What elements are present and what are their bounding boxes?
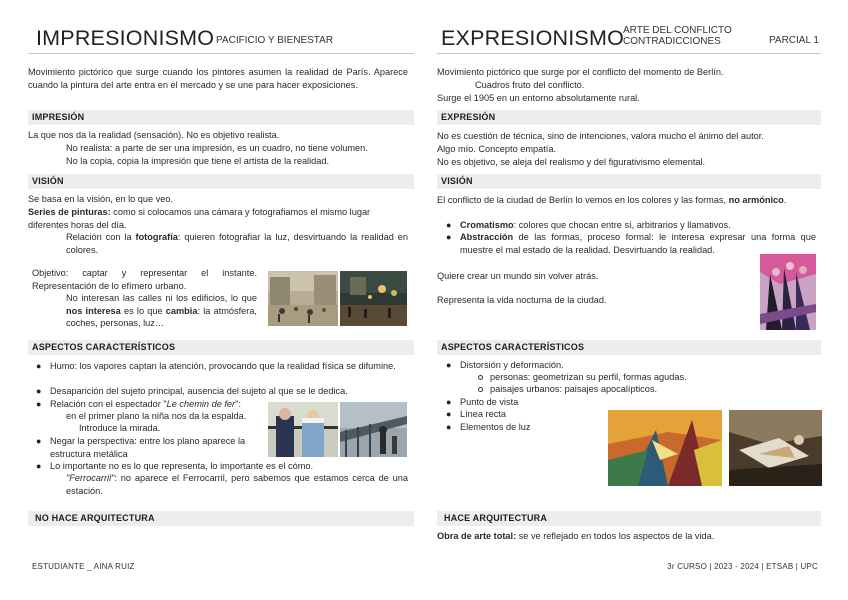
interes-rest: : la atmósfera, coches, personas, luz… (66, 305, 257, 328)
impresion-heading: IMPRESIÓN (28, 110, 414, 125)
vision-interes (66, 292, 257, 330)
aspecto-distorsion: Distorsión y deformación. (460, 360, 564, 370)
left-title-row (28, 24, 414, 54)
bullet-dot: ● (446, 409, 452, 419)
cromatismo-rest: : colores que chocan entre sí, arbitrarios y llamativos. (513, 220, 731, 230)
aspecto-ferrocarril (66, 472, 408, 497)
impresion-line1: La que nos da la realidad (sensación). No es objetivo realista. (28, 130, 280, 140)
foto-bold: fotografía (135, 232, 178, 242)
painting-night-boulevard (340, 271, 407, 326)
vision-line1-left: Se basa en la visión, en lo que veo. (28, 194, 174, 204)
aspecto-espectador (50, 398, 265, 411)
right-intro1: Movimiento pictórico que surge por el conflicto del momento de Berlín. (437, 67, 724, 77)
painting-chemin-de-fer (268, 402, 338, 457)
interes-bold2: cambia (165, 305, 198, 316)
aspecto-paisajes: paisajes urbanos: paisajes apocalípticos. (490, 384, 658, 394)
arquitectura-right (437, 511, 821, 526)
impresion-line3: No la copia, copia la impresión que tiene el artista de la realidad. (66, 156, 330, 166)
abstraccion-bold: Abstracción (460, 232, 514, 242)
espectador-italic: Le chemin de fer (166, 399, 236, 409)
vision-line1-pre: El conflicto de la ciudad de Berlín lo vemos en los colores y las formas, (437, 195, 729, 205)
bullet-dot: ● (36, 399, 42, 409)
expresion-line3: No es objetivo, se aleja del realismo y del figurativismo elemental. (437, 157, 706, 167)
aspecto-como: Lo importante no es lo que representa, lo importante es el cómo. (50, 461, 314, 471)
bullet-dot: ● (36, 386, 42, 396)
expresion-heading: EXPRESIÓN (437, 110, 821, 125)
painting-paris-street (268, 271, 338, 326)
right-subtitle (623, 25, 732, 47)
aspecto-espectador-l3: Introduce la mirada. (79, 423, 161, 433)
impresion-line2: No realista: a parte de ser una impresión, es un cuadro, no tiene volumen. (66, 143, 368, 153)
aspecto-luz: Elementos de luz (460, 422, 531, 432)
abstraccion-rest: de las formas, proceso formal: le interesa expresar una forma que muestre el mal estado de la realidad. Desvirtuando la realidad. (460, 232, 816, 255)
aspecto-desaparicion: Desaparición del sujeto principal, ausencia del sujeto al que se le dedica. (50, 386, 348, 396)
vision-heading-left: VISIÓN (28, 174, 414, 189)
right-subtitle-l2: CONTRADICCIONES (623, 36, 721, 47)
aspecto-espectador-l2: en el primer plano la niña nos da la espalda. (66, 411, 247, 421)
right-intro3: Surge el 1905 en un entorno absolutamente rural. (437, 93, 640, 103)
vision-heading-right: VISIÓN (437, 174, 821, 189)
right-title-row (437, 24, 821, 54)
painting-ferrocarril-bridge (340, 402, 407, 457)
interes-mid: es lo que (120, 305, 166, 316)
series-bold: Series de pinturas: (28, 207, 111, 217)
interes-pre: No interesan las calles ni los edificios, lo que (66, 293, 257, 303)
foto-rest: : quieren fotografiar la luz, desvirtuando la realidad en colores. (66, 232, 409, 255)
bullet-dot: ● (36, 436, 42, 446)
left-title: IMPRESIONISMO (36, 26, 215, 50)
bullet-dot: ● (446, 397, 452, 407)
right-subtitle-l1: ARTE DEL CONFLICTO (623, 25, 732, 36)
obra-rest: se ve reflejado en todos los aspectos de la vida. (516, 531, 715, 541)
series-rest: como si colocamos una cámara y fotografiamos el mismo lugar diferentes horas del día. (28, 207, 371, 230)
vision-mundo: Quiere crear un mundo sin volver atrás. (437, 271, 599, 281)
ferrocarril-italic: "Ferrocarril" (66, 473, 115, 483)
vision-cromatismo (460, 219, 816, 232)
hace-arquitectura-label: HACE ARQUITECTURA (444, 513, 548, 523)
bullet-dot: ● (446, 360, 452, 370)
arquitectura-left (28, 511, 414, 526)
expresion-line1: No es cuestión de técnica, sino de intenciones, valora mucho el ánimo del autor. (437, 131, 764, 141)
right-title: EXPRESIONISMO (441, 26, 624, 50)
aspectos-heading-right: ASPECTOS CARACTERÍSTICOS (437, 340, 821, 355)
aspecto-punto-vista: Punto de vista (460, 397, 519, 407)
aspecto-perspectiva: Negar la perspectiva: entre los plano aparece la estructura metálica (50, 436, 246, 459)
vision-nocturna: Representa la vida nocturna de la ciudad. (437, 295, 607, 305)
bullet-dot: ● (36, 361, 42, 371)
cromatismo-bold: Cromatismo (460, 220, 514, 230)
bullet-dot: ● (36, 461, 42, 471)
aspecto-linea-recta: Línea recta (460, 409, 506, 419)
left-subtitle: PACIFICIO Y BIENESTAR (216, 35, 334, 46)
foto-pre: Relación con la (66, 232, 136, 242)
bullet-dot: ● (446, 232, 452, 242)
obra-arte-total (437, 530, 821, 543)
espectador-post: ": (235, 399, 241, 409)
aspecto-humo: Humo: los vapores captan la atención, provocando que la realidad física se difumine. (50, 361, 396, 371)
no-arquitectura-label: NO HACE ARQUITECTURA (35, 513, 155, 523)
parcial-label: PARCIAL 1 (768, 35, 819, 46)
sub-bullet-circle (478, 375, 483, 380)
footer-student: ESTUDIANTE _ AINA RUIZ (32, 562, 135, 571)
vision-fotografia (66, 231, 408, 256)
painting-berlin-street (760, 254, 816, 330)
vision-series (28, 206, 408, 231)
ferrocarril-rest: : no aparece el Ferrocarril, pero sabemos que estamos cerca de una estación. (66, 473, 408, 496)
bullet-dot: ● (446, 422, 452, 432)
painting-dark-expressionist (729, 410, 822, 486)
obra-bold: Obra de arte total: (437, 531, 517, 541)
espectador-pre: Relación con el espectador " (50, 399, 167, 409)
painting-apocalyptic-landscape (608, 410, 722, 486)
vision-objetivo: Objetivo: captar y representar el instante. Representación de lo efímero urbano. (32, 268, 257, 291)
sub-bullet-circle (478, 387, 483, 392)
left-intro: Movimiento pictórico que surge cuando los pintores asumen la realidad de París. Aparece cuando la pintura del arte entra en el mercado y se une para hacer exposiciones. (28, 67, 408, 90)
interes-bold1: nos interesa (66, 305, 121, 316)
right-intro2: Cuadros fruto del conflicto. (475, 80, 585, 90)
expresion-line2: Algo mío. Concepto empatía. (437, 144, 556, 154)
aspecto-personas: personas: geometrizan su perfil, formas agudas. (490, 372, 687, 382)
footer-course: 3r CURSO | 2023 - 2024 | ETSAB | UPC (667, 562, 818, 571)
vision-line1-right (437, 194, 817, 207)
bullet-dot: ● (446, 220, 452, 230)
vision-line1-bold: no armónico (728, 195, 784, 205)
vision-abstraccion (460, 231, 816, 256)
aspectos-heading-left: ASPECTOS CARACTERÍSTICOS (28, 340, 414, 355)
vision-line1-end: . (783, 195, 787, 205)
